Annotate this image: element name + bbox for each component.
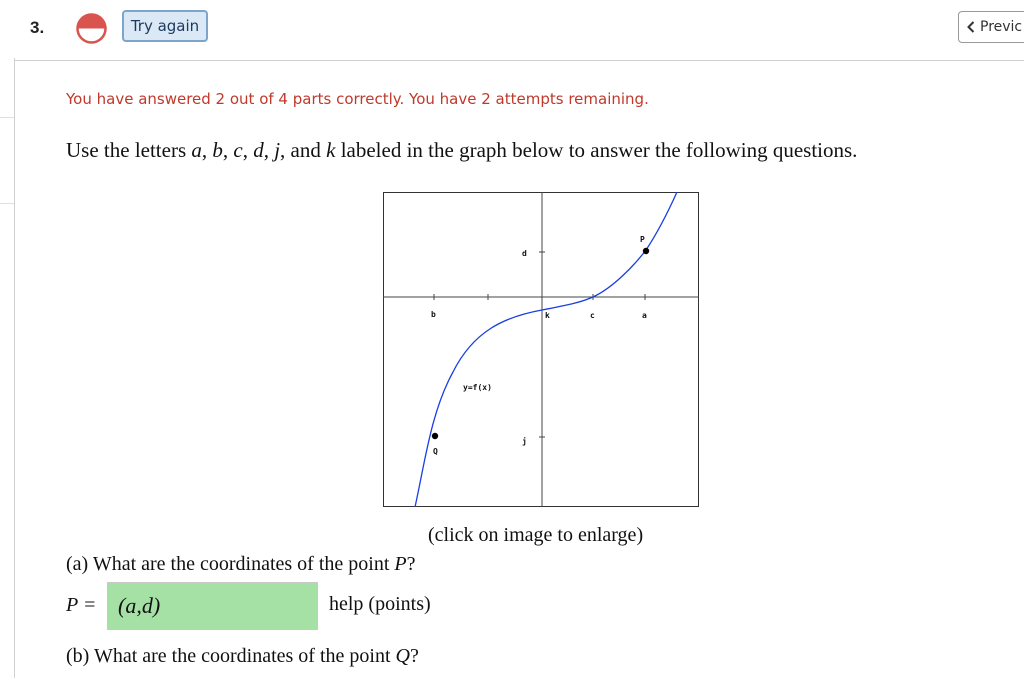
x-label-c: c — [590, 311, 595, 320]
question-b — [66, 645, 419, 668]
point-label-q: Q — [433, 447, 438, 456]
letter-d: d — [253, 138, 264, 162]
chevron-left-icon — [967, 21, 975, 33]
try-again-button[interactable]: Try again — [122, 10, 208, 42]
letter-a: a — [191, 138, 202, 162]
letter-b: b — [212, 138, 223, 162]
y-label-d: d — [522, 249, 527, 258]
content-left-border — [14, 58, 15, 678]
y-label-j: j — [522, 437, 527, 446]
instructions-and: and — [290, 138, 321, 162]
answer-a-label: P = — [66, 594, 97, 616]
previous-button[interactable] — [958, 11, 1024, 43]
curve-label: y=f(x) — [463, 383, 492, 392]
x-label-b: b — [431, 310, 436, 319]
point-label-p: P — [640, 235, 645, 244]
answer-a-input[interactable]: (a,d) — [107, 582, 318, 630]
graph-caption: (click on image to enlarge) — [428, 524, 644, 546]
question-a-suffix: ? — [406, 553, 416, 575]
help-points-link[interactable]: help (points) — [329, 593, 431, 615]
instructions-lead: Use the letters — [66, 138, 192, 162]
letter-c: c — [233, 138, 243, 162]
question-number: 3. — [30, 18, 45, 37]
function-graph-image[interactable] — [383, 192, 699, 507]
question-b-text: (b) What are the coordinates of the point — [66, 645, 396, 667]
sidebar-divider — [0, 117, 14, 118]
attempts-status-message: You have answered 2 out of 4 parts correctly. You have 2 attempts remaining. — [66, 90, 649, 108]
question-b-suffix: ? — [409, 645, 419, 667]
previous-label: Previc — [980, 19, 1023, 35]
question-b-var: Q — [395, 645, 410, 667]
partial-score-icon — [76, 13, 107, 44]
point-q — [432, 433, 438, 439]
question-a-text: (a) What are the coordinates of the point — [66, 553, 395, 575]
letter-j: j — [274, 138, 281, 162]
x-label-k: k — [545, 311, 550, 320]
x-label-a: a — [642, 311, 647, 320]
question-a-var: P — [394, 553, 407, 575]
instructions-tail: labeled in the graph below to answer the following questions. — [335, 138, 858, 162]
header-divider — [14, 60, 1024, 61]
sidebar-divider — [0, 203, 14, 204]
instructions-text: Use the letters a, b, c, d, j, and k labeled in the graph below to answer the following questions. — [66, 138, 858, 162]
point-p — [643, 248, 649, 254]
letter-k: k — [326, 138, 336, 162]
question-a — [66, 553, 416, 576]
